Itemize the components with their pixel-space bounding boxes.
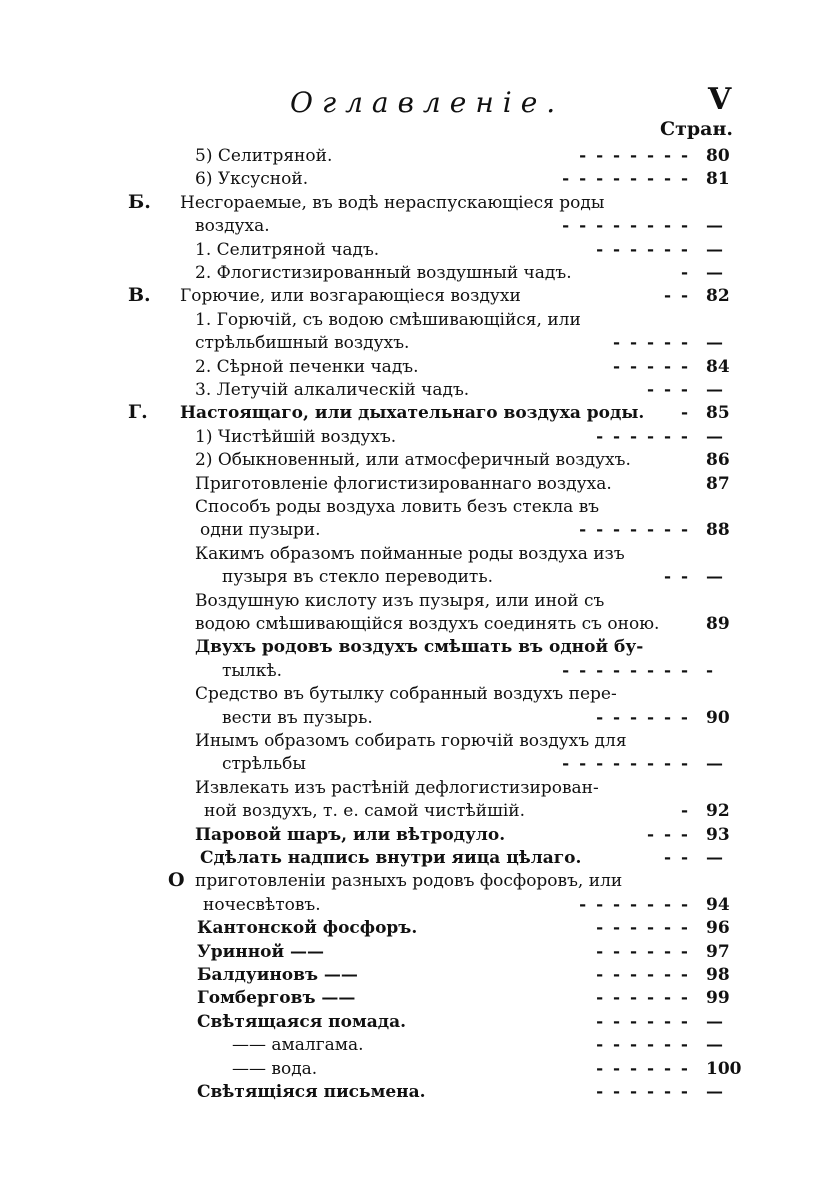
toc-entry-text: 1) Чистѣйшій воздухъ. <box>195 426 397 447</box>
toc-entry-text: ночесвѣтовъ. <box>203 894 321 915</box>
toc-entry-text: Кантонской фосфоръ. <box>197 918 418 939</box>
toc-entry <box>0 401 840 425</box>
toc-entry-text: 6) Уксусной. <box>195 169 309 190</box>
toc-leader-dots: - - - - - - <box>596 965 690 985</box>
toc-entry-text: ной воздухъ, т. е. самой чистѣйшій. <box>204 801 526 822</box>
toc-entry <box>0 565 840 589</box>
toc-entry <box>0 331 840 355</box>
toc-entry <box>0 355 840 379</box>
toc-entry-text: Способъ роды воздуха ловить безъ стекла въ <box>195 497 600 517</box>
toc-page-number: — <box>706 1082 723 1102</box>
toc-entry-text: Какимъ образомъ пойманные роды воздуха изъ <box>195 543 625 564</box>
toc-entry <box>0 214 840 238</box>
toc-page-number: 90 <box>706 707 730 728</box>
toc-leader-dots: - - - <box>646 380 690 400</box>
toc-entry <box>0 167 840 191</box>
toc-entry-text: тылкѣ. <box>222 660 283 681</box>
toc-page-number: 80 <box>706 146 730 166</box>
toc-page-number: — <box>706 567 723 588</box>
toc-leader-dots: - - - - - - - - <box>562 169 690 190</box>
toc-entry <box>0 706 840 730</box>
toc-page-number: 85 <box>706 403 730 424</box>
toc-entry-text: воздуха. <box>195 216 270 237</box>
toc-leader-dots: - - - - - - <box>596 918 690 939</box>
toc-entry <box>0 1010 840 1034</box>
toc-entry-text: Средство въ бутылку собранный воздухъ пере- <box>195 684 617 705</box>
toc-entry-text: 2. Флогистизированный воздушный чадъ. <box>195 263 572 283</box>
toc-entry-text: вести въ пузырь. <box>222 707 373 728</box>
toc-page-number: 93 <box>706 824 730 845</box>
toc-page-number: 98 <box>706 965 730 985</box>
toc-entry <box>0 752 840 776</box>
toc-leader-dots: - <box>680 801 690 822</box>
toc-leader-dots: - - - - - - <box>596 1082 690 1102</box>
toc-section-letter: Г. <box>128 401 148 424</box>
toc-page-number: — <box>706 754 723 775</box>
toc-entry <box>0 635 840 659</box>
toc-page-number: — <box>706 216 723 237</box>
toc-entry-text: 1. Горючій, съ водою смѣшивающійся, или <box>195 309 581 330</box>
toc-entry <box>0 659 840 683</box>
toc-entry <box>0 425 840 449</box>
toc-page-number: 88 <box>706 520 730 541</box>
toc-leader-dots: - - - - - - - - <box>562 660 690 681</box>
toc-page-number: 97 <box>706 941 730 962</box>
toc-entry-text: пузыря въ стекло переводить. <box>222 567 493 588</box>
toc-page-number: — <box>706 263 723 283</box>
toc-page-number: 84 <box>706 356 730 377</box>
toc-page-number: 96 <box>706 918 730 939</box>
toc-leader-dots: - - <box>663 848 690 868</box>
toc-page-number: 86 <box>706 450 730 471</box>
toc-entry-text: Приготовленіе флогистизированнаго воздуха. <box>195 473 612 494</box>
toc-entry-text: Гомберговъ —— <box>197 988 356 1009</box>
toc-entry-text: 2) Обыкновенный, или атмосферичный воздухъ. <box>195 450 631 471</box>
toc-leader-dots: - - <box>663 286 690 307</box>
toc-leader-dots: - - - - - - <box>596 426 690 447</box>
toc-page-number: 92 <box>706 801 730 822</box>
toc-entry-text: 2. Сѣрной печенки чадъ. <box>195 356 419 377</box>
toc-entry-text: Несгораемые, въ водѣ нераспускающіеся роды <box>180 192 605 213</box>
toc-entry <box>0 823 840 847</box>
toc-page-number: — <box>706 239 723 260</box>
toc-entry <box>0 799 840 823</box>
toc-section-letter: Б. <box>128 190 151 213</box>
toc-leader-dots: - - - - - - <box>596 239 690 260</box>
toc-entry <box>0 1033 840 1057</box>
toc-entry <box>0 518 840 542</box>
toc-entry-text: Свѣтящіяся письмена. <box>197 1082 426 1102</box>
toc-leader-dots: - <box>680 403 690 424</box>
toc-entry-text: —— амалгама. <box>232 1035 364 1056</box>
toc-entry-text: Балдуиновъ —— <box>197 965 358 985</box>
toc-entry-text: Воздушную кислоту изъ пузыря, или иной съ <box>195 590 605 611</box>
toc-entry <box>0 893 840 917</box>
toc-entry-text: Горючие, или возгарающіеся воздухи <box>180 286 521 307</box>
toc-entry <box>0 284 840 308</box>
toc-entry <box>0 238 840 262</box>
toc-entry-text: Свѣтящаяся помада. <box>197 1011 407 1032</box>
toc-page-number: — <box>706 380 723 400</box>
toc-leader-dots: - - - - - - <box>596 941 690 962</box>
toc-leader-dots: - - - - - - - - <box>562 216 690 237</box>
toc-entry-text: Настоящаго, или дыхательнаго воздуха роды. <box>180 403 645 424</box>
toc-page-number: - <box>706 660 714 681</box>
toc-leader-dots: - - - - - - <box>596 1058 690 1079</box>
page-number: V <box>708 82 732 117</box>
toc-entry <box>0 448 840 472</box>
toc-entry-text: Уринной —— <box>197 941 325 962</box>
toc-leader-dots: - - - - - - - <box>579 146 690 166</box>
toc-entry <box>0 963 840 987</box>
toc-leader-dots: - - - - - - - <box>579 894 690 915</box>
toc-page-number: — <box>706 1011 723 1032</box>
toc-entry-text: Извлекать изъ растѣній дефлогистизирован- <box>195 777 599 798</box>
toc-leader-dots: - - - - - - - <box>579 520 690 541</box>
page-title: Оглавленіе. <box>290 86 565 119</box>
toc-entry-text: 5) Селитряной. <box>195 146 333 166</box>
toc-leader-dots: - - - <box>646 824 690 845</box>
toc-entry <box>0 542 840 566</box>
toc-entry-text: Инымъ образомъ собирать горючій воздухъ для <box>195 731 627 751</box>
toc-entry-text: Двухъ родовъ воздухъ смѣшать въ одной бу- <box>195 637 644 658</box>
toc-entry-text: —— вода. <box>232 1058 318 1079</box>
toc-leader-dots: - - - - - - - - <box>562 754 690 775</box>
toc-page-number: 87 <box>706 473 730 494</box>
toc-page-number: 94 <box>706 894 730 915</box>
toc-entry-text: стрѣльбишный воздухъ. <box>195 333 410 354</box>
toc-page-number: — <box>706 426 723 447</box>
toc-entry-text: 3. Летучій алкалическій чадъ. <box>195 380 470 400</box>
toc-section-letter: В. <box>128 284 151 307</box>
toc-entry <box>0 378 840 402</box>
toc-page-number: 100 <box>706 1058 742 1079</box>
toc-entry-text: Паровой шаръ, или вѣтродуло. <box>195 824 506 845</box>
toc-leader-dots: - - - - - <box>613 356 690 377</box>
toc-page-number: — <box>706 848 723 868</box>
toc-page-number: 82 <box>706 286 730 307</box>
toc-entry <box>0 308 840 332</box>
toc-section-letter: О <box>168 869 185 892</box>
toc-entry <box>0 1080 840 1104</box>
toc-entry <box>0 940 840 964</box>
toc-entry <box>0 916 840 940</box>
toc-leader-dots: - - - - - - <box>596 1035 690 1056</box>
page-column-heading: Стран. <box>660 118 734 140</box>
toc-leader-dots: - - <box>663 567 690 588</box>
toc-page-number: 99 <box>706 988 730 1009</box>
toc-entry <box>0 144 840 168</box>
toc-entry <box>0 729 840 753</box>
toc-entry <box>0 612 840 636</box>
toc-entry-text: Сдѣлать надпись внутри яица цѣлаго. <box>200 848 582 868</box>
toc-entry-text: 1. Селитряной чадъ. <box>195 239 380 260</box>
toc-leader-dots: - - - - - - <box>596 988 690 1009</box>
toc-leader-dots: - <box>680 263 690 283</box>
toc-leader-dots: - - - - - <box>613 333 690 354</box>
toc-entry-text: одни пузыри. <box>200 520 321 541</box>
toc-entry <box>0 682 840 706</box>
toc-page-number: 81 <box>706 169 730 190</box>
toc-entry <box>0 869 840 893</box>
toc-entry-text: водою смѣшивающійся воздухъ соединять съ оною. <box>195 614 660 634</box>
toc-entry-text: стрѣльбы <box>222 754 306 775</box>
toc-entry <box>0 589 840 613</box>
toc-entry-text: приготовленіи разныхъ родовъ фосфоровъ, или <box>195 871 623 892</box>
toc-entry <box>0 261 840 285</box>
toc-leader-dots: - - - - - - <box>596 707 690 728</box>
toc-entry <box>0 191 840 215</box>
toc-entry <box>0 495 840 519</box>
toc-entry <box>0 472 840 496</box>
toc-entry <box>0 986 840 1010</box>
toc-page-number: — <box>706 1035 723 1056</box>
toc-entry <box>0 846 840 870</box>
toc-page-number: 89 <box>706 614 730 634</box>
toc-page-number: — <box>706 333 723 354</box>
toc-leader-dots: - - - - - - <box>596 1011 690 1032</box>
toc-entry <box>0 776 840 800</box>
toc-entry <box>0 1057 840 1081</box>
